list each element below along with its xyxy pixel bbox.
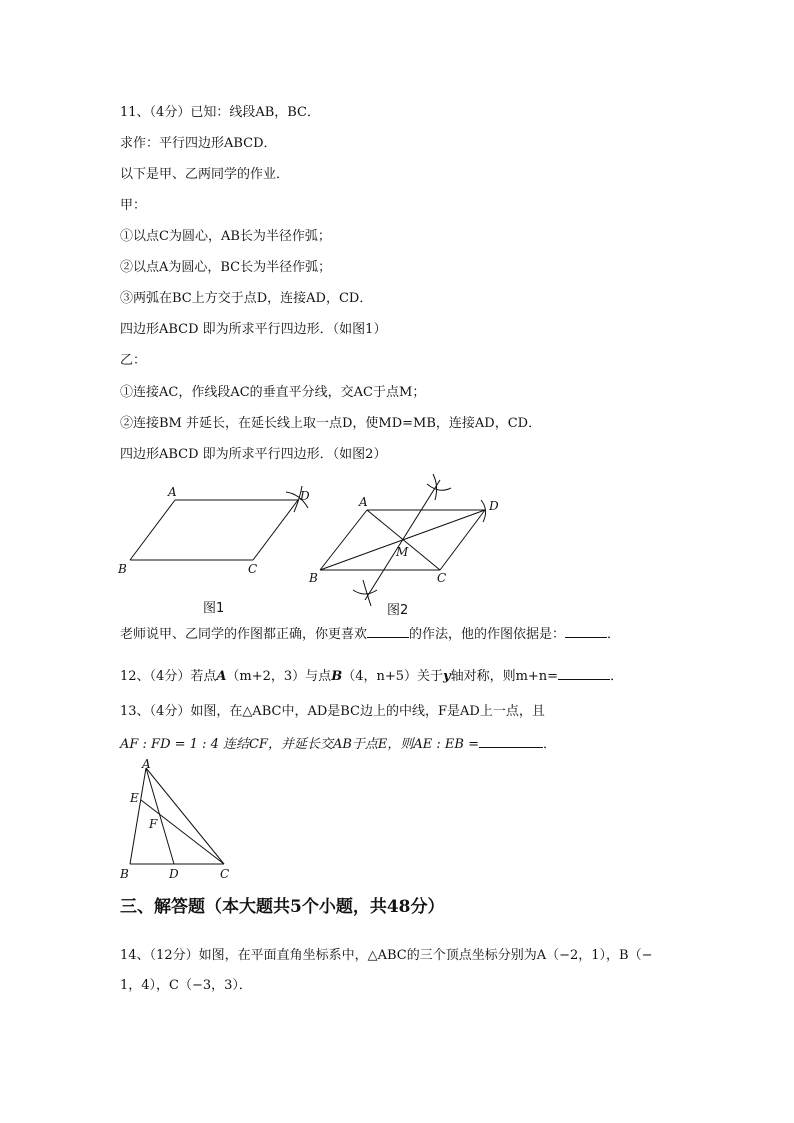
fig2-label-m: M (396, 545, 409, 559)
q11-line-8: 四边形ABCD 即为所求平行四边形．（如图1） (120, 322, 387, 337)
fig2-arc-bottom-1 (353, 590, 377, 594)
q12-point-a: A (216, 669, 227, 684)
q11-answer-mid: 的作法，他的作图依据是： (409, 627, 566, 642)
q12-coord-a: （m+2，3）与点 (226, 669, 332, 684)
q12-y-axis: y (443, 669, 451, 684)
q12-end: ． (610, 669, 624, 684)
fig2-caption: 图2 (387, 603, 409, 618)
fig2-arc-top-2 (433, 474, 437, 500)
q13-label-d: D (169, 867, 179, 881)
q13-blank[interactable] (479, 734, 543, 748)
q12-point-b: B (331, 669, 343, 684)
q11-line-10: ①连接AC，作线段AC的垂直平分线，交AC于点M； (120, 385, 426, 400)
q13-line-2-end: ． (542, 737, 556, 752)
q11-line-3: 以下是甲、乙两同学的作业． (120, 167, 290, 182)
q13-label-f: F (149, 817, 158, 831)
q11-line-7: ③两弧在BC上方交于点D，连接AD，CD． (120, 291, 373, 306)
q13-side-ac (146, 768, 224, 864)
q11-blank-2[interactable] (565, 624, 607, 638)
fig1-label-c: C (248, 562, 258, 576)
fig2-label-d: D (489, 499, 499, 513)
q13-line-1: 13、（4分）如图，在△ABC中，AD是BC边上的中线，F是AD上一点，且 (120, 704, 545, 719)
q13-median-ad (146, 768, 174, 864)
q13-line-2 (120, 734, 556, 754)
q11-line-4: 甲： (120, 198, 147, 213)
q11-line-12: 四边形ABCD 即为所求平行四边形．（如图2） (120, 447, 387, 462)
q11-line-1: 11、（4分）已知：线段AB，BC． (120, 105, 320, 120)
fig1-side-dc (253, 500, 298, 560)
fig2-label-c: C (437, 571, 447, 585)
q11-line-6: ②以点A为圆心，BC长为半径作弧； (120, 260, 332, 275)
q11-answer-line (120, 624, 620, 644)
figure-q13 (112, 758, 242, 883)
fig1-side-ab (130, 500, 175, 560)
q13-label-b: B (120, 867, 129, 881)
q13-side-ab (130, 768, 146, 864)
q13-label-e: E (130, 791, 139, 805)
q12-coord-b: （4，n+5）关于 (342, 669, 443, 684)
q12-pre: 12、（4分）若点 (120, 669, 217, 684)
q11-answer-pre: 老师说甲、乙同学的作图都正确，你更喜欢 (120, 627, 368, 642)
q12-expr: m+n= (515, 669, 559, 684)
q12-blank[interactable] (558, 666, 610, 680)
q13-label-c: C (220, 867, 230, 881)
q14-line-1: 14、（12分）如图，在平面直角坐标系中，△ABC的三个顶点坐标分别为A（−2，1），B（− (120, 948, 653, 963)
fig1-caption: 图1 (203, 601, 225, 616)
fig1-label-a: A (168, 485, 177, 499)
fig1-label-d: D (300, 489, 310, 503)
q13-label-a: A (142, 757, 151, 771)
fig1-label-b: B (118, 562, 127, 576)
q12-line (120, 666, 623, 686)
q14-line-2: 1，4），C（−3，3）． (120, 978, 252, 993)
q11-line-5: ①以点C为圆心，AB长为半径作弧； (120, 229, 331, 244)
q11-answer-end: ． (607, 627, 621, 642)
fig2-side-dc (440, 510, 485, 570)
figure-1 (110, 480, 320, 590)
q13-line-ce (141, 800, 224, 864)
q12-mid: 轴对称，则 (450, 669, 516, 684)
fig2-label-a: A (359, 495, 368, 509)
fig2-label-b: B (309, 571, 318, 585)
fig2-arc-top-1 (427, 484, 451, 490)
fig2-perpendicular-bisector (365, 480, 440, 600)
figure-2 (305, 472, 515, 612)
section-heading: 三、解答题（本大题共5个小题，共48分） (120, 897, 445, 917)
q13-line-2-text: AF : FD = 1 : 4 连结CF，并延长交AB于点E，则AE : EB = (120, 737, 479, 752)
q11-line-2: 求作：平行四边形ABCD． (120, 136, 277, 151)
q11-line-9: 乙： (120, 353, 147, 368)
q11-blank-1[interactable] (367, 624, 409, 638)
q11-line-11: ②连接BM 并延长，在延长线上取一点D，使MD=MB，连接AD，CD． (120, 416, 542, 431)
